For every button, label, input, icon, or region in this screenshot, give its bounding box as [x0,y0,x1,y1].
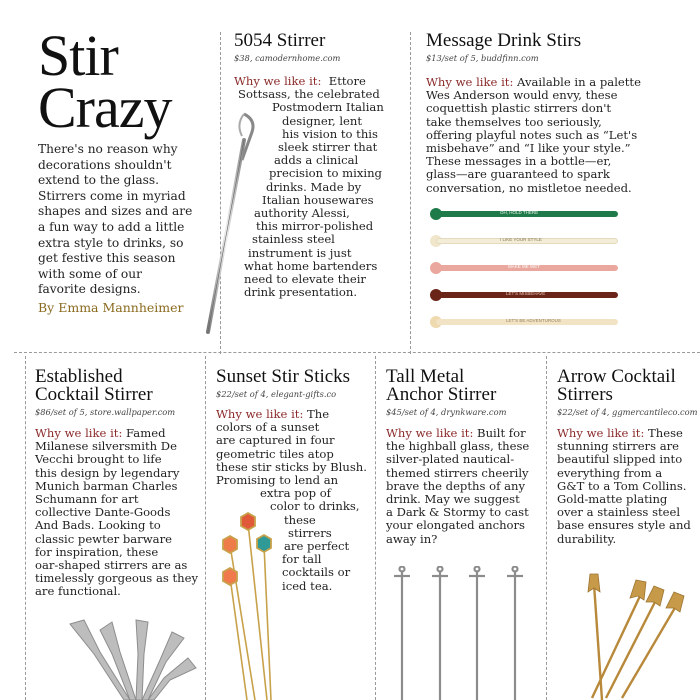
product-meta: $22/set of 4, ggmercantileco.com [557,407,698,417]
oar-stirrers-image [60,612,200,700]
product-meta: $38, camodernhome.com [234,53,341,63]
product-5054-stirrer [234,32,406,63]
product-title: 5054 Stirrer [234,30,326,51]
message-stirrers-image [430,208,620,328]
why-label: Why we like it: [386,426,474,440]
product-description: Why we like it: Available in a palette Wes Anderson would envy, these coquettish plastic stirrers don't take themselves too seriously, offering playful notes such as “Let's misbehave” and “I like your style.” These messages in a bottle—er, glass—are guaranteed to spark conversation, no mistletoe needed. [426,75,641,195]
stirrer-stick: LET'S BE ADVENTUROUS [430,316,620,328]
product-message-drink-stirs [426,32,696,195]
product-description: Why we like it: Famed Milanese silversmith De Vecchi brought to life this design by legendary Munich barman Charles Schumann for art collective Dante-Goods And Bads. Looking to classic pewter barware for inspiration, these oar-shaped stirrers are as timelessly gorgeous as they are functional. [35,426,199,599]
product-arrow-cocktail-stirrers [557,368,700,546]
intro-section [38,23,218,315]
product-established-cocktail-stirrer [35,368,203,599]
stirrer-stick: OH, HOLD THERE [430,208,620,220]
divider [375,356,376,700]
stirrer-stick: MAKE ME WET [430,262,620,274]
byline: By Emma Mannheimer [38,299,184,315]
why-label: Why we like it: [35,426,123,440]
divider [410,32,411,354]
product-title: Arrow Cocktail Stirrers [557,366,676,405]
product-meta: $13/set of 5, buddfinn.com [426,53,539,63]
anchor-stirrers-image [388,566,528,700]
why-label: Why we like it: [557,426,645,440]
why-label: Why we like it: [216,407,304,421]
intro-text: There's no reason why decorations shouldn't extend to the glass. Stirrers come in myriad shapes and sizes and are a fun way to add a little extra style to drinks, so get festive this season with some of our favorite designs. [38,142,193,297]
stirrer-stick: LET'S MISBEHAVE [430,289,620,301]
why-label: Why we like it: [234,74,322,88]
divider [14,352,700,353]
page-title: Stir Crazy [38,23,172,140]
product-meta: $86/set of 5, store.wallpaper.com [35,407,176,417]
product-description: Why we like it: Built for the highball glass, these silver-plated nautical- themed stirrers cheerily brave the depths of any drink. May we suggest a Dark & Stormy to cast your elongated anchors away in? [386,426,530,546]
product-tall-metal-anchor-stirrer [386,368,544,546]
product-meta: $22/set of 4, elegant-gifts.co [216,389,337,399]
arrow-stirrers-image [572,570,692,700]
steel-stirrer-image [200,110,260,340]
divider [205,356,206,700]
product-title: Tall Metal Anchor Stirrer [386,366,497,405]
product-description: Why we like it: Ettore Sottsass, the celebrated Postmodern Italian designer, lent his vision to this sleek stirrer that adds a clinical precision to mixing drinks. Made by Italian housewares authority Alessi, this mirror-polished stainless steel instrument is just what home bartenders need to elevate their drink presentation. [234,74,384,300]
product-description: Why we like it: These stunning stirrers are beautiful slipped into everything from a G&T to a Tom Collins. Gold-matte plating over a stainless steel base ensures style and durability. [557,426,691,546]
product-description: Why we like it: The colors of a sunset are captured in four geometric tiles atop these stir sticks by Blush. Promising to lend an extra pop of color to drinks, these stirrers are perfect for tall cocktails or iced tea. [216,407,367,593]
stirrer-stick: I LIKE YOUR STYLE [430,235,620,247]
product-meta: $45/set of 4, drynkware.com [386,407,507,417]
divider [546,356,547,700]
sunset-sticks-image [215,505,290,700]
product-title: Sunset Stir Sticks [216,366,351,387]
why-label: Why we like it: [426,75,514,89]
divider [25,356,26,700]
product-title: Established Cocktail Stirrer [35,366,153,405]
product-title: Message Drink Stirs [426,30,582,51]
